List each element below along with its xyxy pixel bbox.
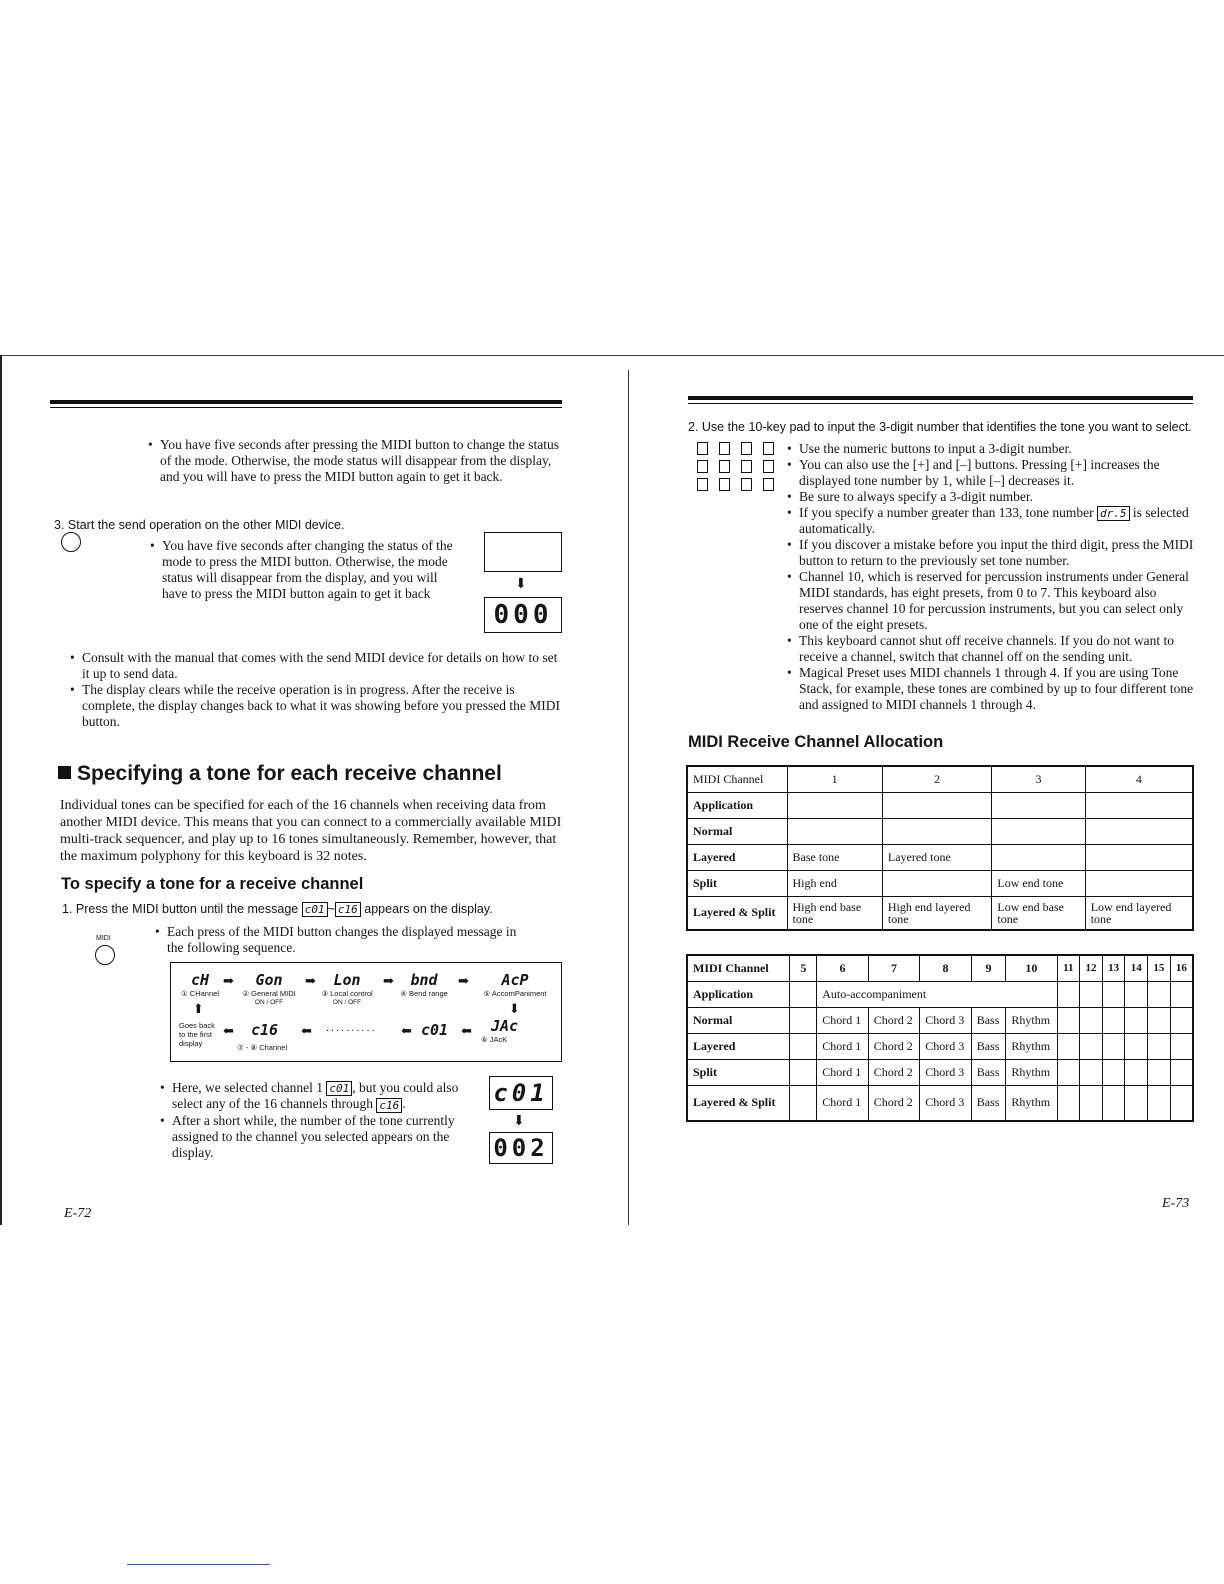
table-row: Layered Base tone Layered tone	[687, 844, 1193, 870]
display-c01: c01	[489, 1076, 553, 1110]
intro-bullet: • You have five seconds after pressing the MIDI button to change the status of the mode. Otherwise, the mode status will disappear from the display, and you will have to press the MIDI button again to get it back.	[148, 437, 563, 485]
table-row: Split Chord 1 Chord 2 Chord 3 Bass Rhythm	[687, 1059, 1193, 1085]
display-002: 002	[489, 1132, 553, 1164]
table-row: Application	[687, 792, 1193, 818]
left-header-rule-thin	[50, 407, 562, 408]
channel-caption: ⑦ - ⑧ Channel	[237, 1043, 288, 1052]
seq-item-local-control: Lon ③ Local control ON / OFF	[321, 971, 373, 1006]
display-000: 000	[484, 597, 562, 633]
left-edge-line	[0, 355, 2, 1225]
seq-c01: c01	[421, 1021, 449, 1039]
table-row: Normal Chord 1 Chord 2 Chord 3 Bass Rhythm	[687, 1007, 1193, 1033]
table-row: Application Auto-accompaniment	[687, 981, 1193, 1007]
blank-display-box	[484, 532, 562, 572]
seq-dots: ..........	[326, 1022, 377, 1034]
channel-table-2	[686, 954, 1194, 1122]
right-header-rule	[688, 396, 1193, 400]
msg-c01-inline: c01	[326, 1081, 352, 1096]
table-row: Layered Chord 1 Chord 2 Chord 3 Bass Rhythm	[687, 1033, 1193, 1059]
square-bullet-icon	[58, 766, 71, 779]
table-row: MIDI Channel 5 6 7 8 9 10 11 12 13 14 15 16	[687, 955, 1193, 981]
step1-bullet: • Each press of the MIDI button changes the displayed message in the following sequence.	[155, 924, 525, 956]
table-row: Normal	[687, 818, 1193, 844]
center-gutter-line	[628, 370, 629, 1225]
step2-bullets	[787, 441, 1197, 713]
bottom-link-line	[127, 1564, 270, 1565]
seq-item-general-midi: Gon ② General MIDI ON / OFF	[242, 971, 296, 1006]
page-number-left: E-72	[64, 1206, 92, 1221]
subsection-title: To specify a tone for a receive channel	[61, 875, 364, 893]
step3-bullet: • You have five seconds after changing the status of the mode to press the MIDI button. Otherwise, the mode status will disappear from the display, and you will have to press the MIDI button again to get it back	[150, 538, 462, 602]
button-circle-icon	[61, 532, 81, 552]
midi-button-label: MIDI	[96, 935, 111, 942]
step2-bullet: • Channel 10, which is reserved for percussion instruments under General MIDI standards, has eight presets, from 0 to 7. This keyboard also reserves channel 10 for percussion instruments, but you can select only one of the eight presets.	[787, 569, 1197, 633]
seq-jack: JAc	[491, 1017, 519, 1035]
step2-bullet: • You can also use the [+] and [–] buttons. Pressing [+] increases the displayed tone number by 1, while [–] decreases it.	[787, 457, 1197, 489]
step2-bullet: • Be sure to always specify a 3-digit number.	[787, 489, 1197, 505]
up-arrow-icon: ⬆	[193, 1001, 204, 1016]
sequence-box	[170, 962, 562, 1062]
seq-item-accompaniment: AcP ⑤ AccomPaniment	[483, 971, 547, 998]
page-number-right: E-73	[1162, 1196, 1190, 1211]
midi-button-icon	[95, 945, 115, 965]
seq-item-bend-range: bnd ④ Bend range	[400, 971, 448, 998]
right-arrow-icon: ➡	[383, 973, 394, 988]
table-row: Layered & Split High end base tone High end layered tone Low end base tone Low end layered tone	[687, 896, 1193, 930]
jack-caption: ⑥ JAcK	[481, 1035, 508, 1044]
step2-bullet: • If you discover a mistake before you input the third digit, press the MIDI button to return to the previously set tone number.	[787, 537, 1197, 569]
table-title: MIDI Receive Channel Allocation	[688, 733, 944, 751]
notes-list	[70, 650, 560, 730]
final-bullets	[160, 1080, 475, 1161]
left-arrow-icon: ⬅	[461, 1023, 472, 1038]
left-arrow-icon: ⬅	[223, 1023, 234, 1038]
final-bullet-2: • After a short while, the number of the tone currently assigned to the channel you selected appears on the display.	[160, 1113, 475, 1161]
table-row: Layered & Split Chord 1 Chord 2 Chord 3 Bass Rhythm	[687, 1085, 1193, 1121]
section-title: Specifying a tone for each receive channel	[58, 762, 502, 786]
step1-label: 1. Press the MIDI button until the message c01 ~ c16 appears on the display.	[62, 902, 493, 917]
seq-item-channel: cH ① CHannel	[181, 971, 219, 998]
note-item: • The display clears while the receive operation is in progress. After the receive is complete, the display changes back to what it was showing before you pressed the MIDI button.	[70, 682, 560, 730]
right-arrow-icon: ➡	[305, 973, 316, 988]
step3-label: 3. Start the send operation on the other MIDI device.	[54, 518, 345, 532]
step2-bullet: • Magical Preset uses MIDI channels 1 through 4. If you are using Tone Stack, for example, these tones are combined by up to four different tone and assigned to MIDI channels 1 through 4.	[787, 665, 1197, 713]
step2-bullet: • This keyboard cannot shut off receive channels. If you do not want to receive a channel, switch that channel off on the sending unit.	[787, 633, 1197, 665]
step2-label: 2. Use the 10-key pad to input the 3-digit number that identifies the tone you want to select.	[688, 420, 1192, 434]
step2-bullet-tone-limit: • If you specify a number greater than 133, tone number dr.5 is selected automatically.	[787, 505, 1197, 537]
right-arrow-icon: ➡	[458, 973, 469, 988]
left-header-rule	[50, 400, 562, 404]
msg-c16-inline: c16	[376, 1098, 402, 1113]
section-body: Individual tones can be specified for each of the 16 channels when receiving data from another MIDI device. This means that you can connect to a commercially available MIDI multi-track sequencer, and play up to 16 tones simultaneously. Remember, however, that the maximum polyphony for this keyboard is 32 notes.	[60, 798, 562, 864]
goes-back-label: Goes back to the first display	[179, 1021, 215, 1048]
step2-bullet: • Use the numeric buttons to input a 3-digit number.	[787, 441, 1197, 457]
note-item: • Consult with the manual that comes with the send MIDI device for details on how to set it up to send data.	[70, 650, 560, 682]
msg-c16-inline: c16	[335, 902, 361, 917]
channel-table-1	[686, 765, 1194, 931]
final-bullet-1: • Here, we selected channel 1 c01 , but you could also select any of the 16 channels through c16 .	[160, 1080, 475, 1113]
msg-c01-inline: c01	[302, 902, 328, 917]
right-arrow-icon: ➡	[223, 973, 234, 988]
table-row: Split High end Low end tone	[687, 870, 1193, 896]
down-arrow-icon: ⬇	[515, 577, 527, 592]
down-arrow-icon: ⬇	[513, 1114, 525, 1129]
down-arrow-icon: ⬇	[509, 1001, 520, 1016]
digit-boxes-icon	[697, 442, 787, 496]
msg-dr5-inline: dr.5	[1097, 506, 1130, 521]
seq-c16: c16	[251, 1021, 279, 1039]
left-arrow-icon: ⬅	[401, 1023, 412, 1038]
right-header-rule-thin	[688, 403, 1193, 404]
left-arrow-icon: ⬅	[301, 1023, 312, 1038]
top-scan-line	[0, 355, 1224, 356]
table-row: MIDI Channel 1 2 3 4	[687, 766, 1193, 792]
